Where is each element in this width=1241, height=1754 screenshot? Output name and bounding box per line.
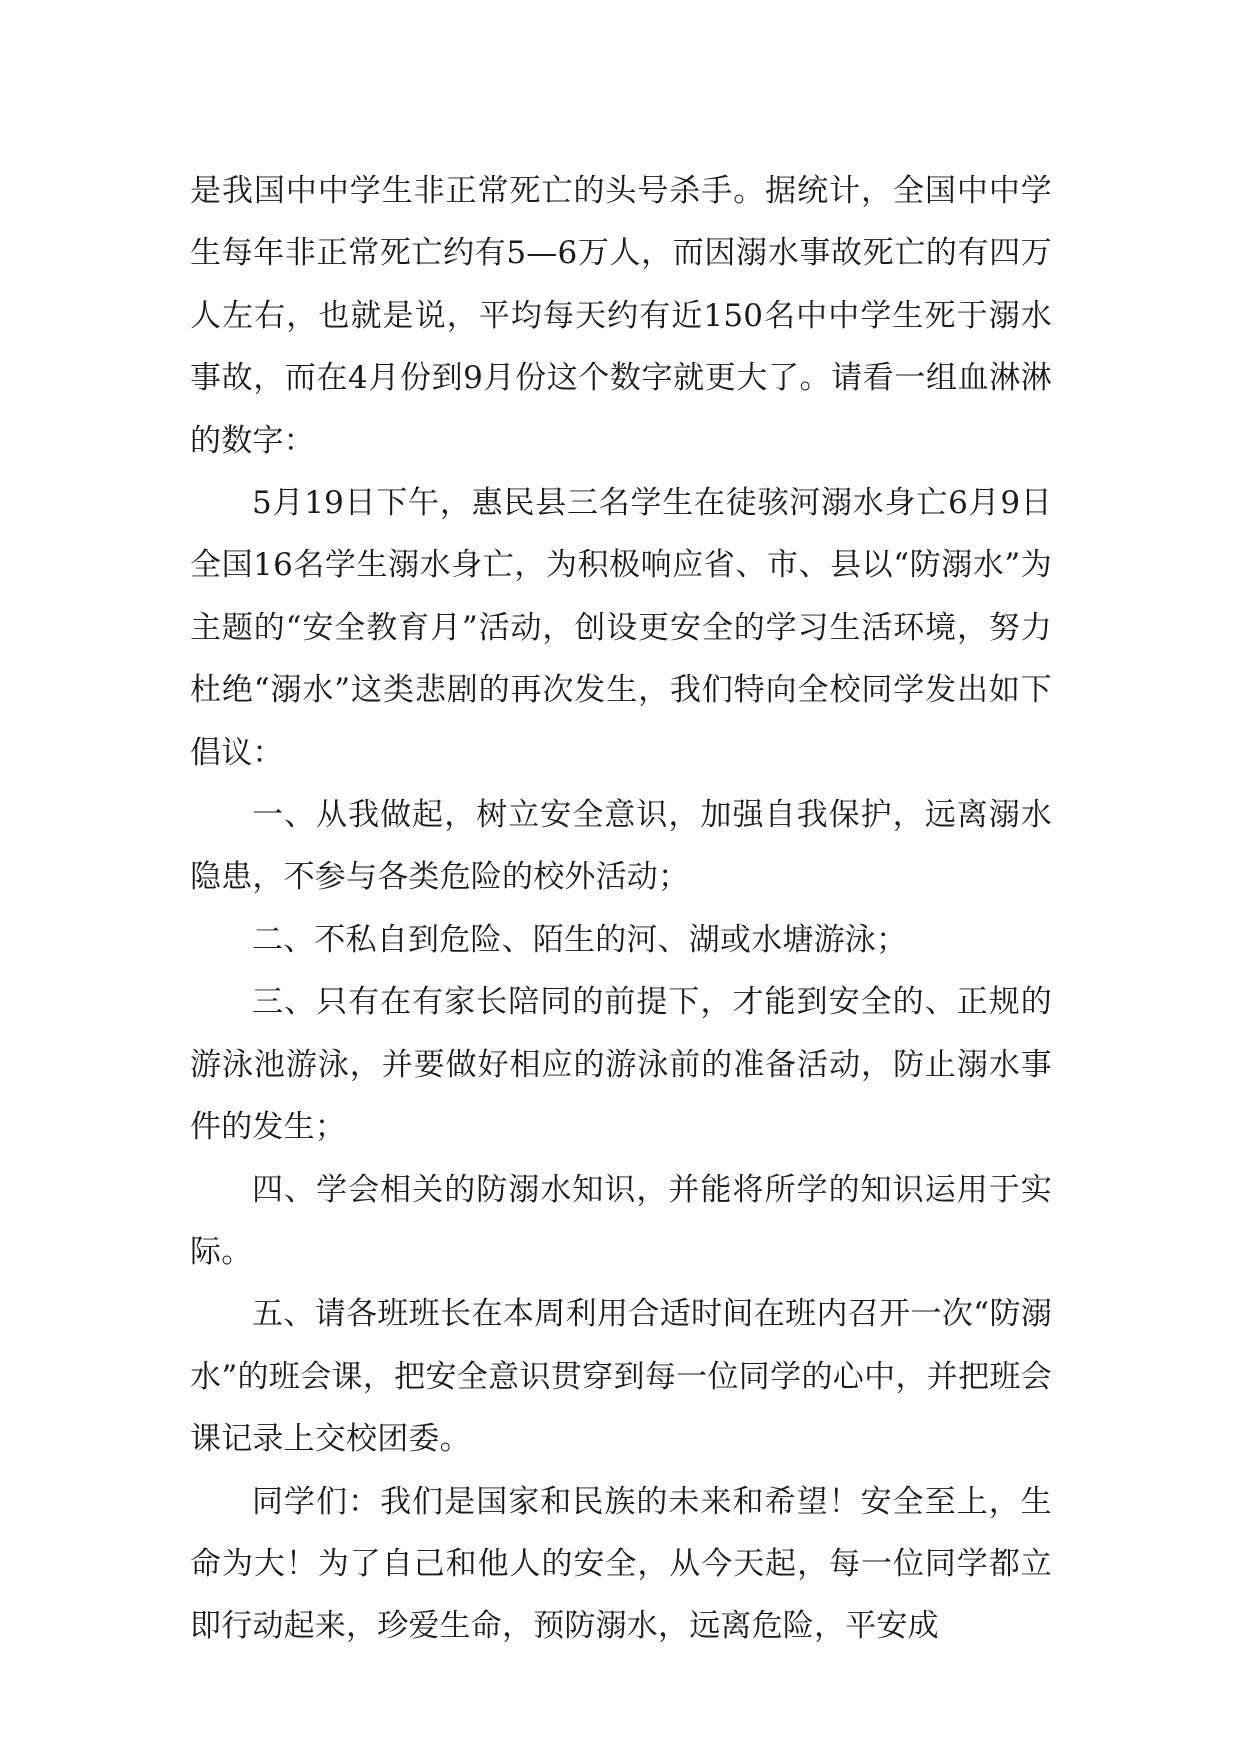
paragraph-item-2: 二、不私自到危险、陌生的河、湖或水塘游泳； (252, 921, 908, 958)
document-body (190, 160, 1052, 1658)
paragraph-statistics: 是我国中中学生非正常死亡的头号杀手。据统计，全国中中学生每年非正常死亡约有5—6万人，而因溺水事故死亡的有四万人左右，也就是说，平均每天约有近150名中中学生死于溺水事故，而在4月份到9月份这个数字就更大了。请看一组血淋淋的数字： (190, 173, 1052, 459)
paragraph-closing: 同学们：我们是国家和民族的未来和希望！安全至上，生命为大！为了自己和他人的安全，从今天起，每一位同学都立即行动起来，珍爱生命，预防溺水，远离危险，平安成 (190, 1483, 1052, 1645)
paragraph-incidents: 5月19日下午，惠民县三名学生在徒骇河溺水身亡6月9日全国16名学生溺水身亡，为积极响应省、市、县以“防溺水”为主题的“安全教育月”活动，创设更安全的学习生活环境，努力杜绝“溺水”这类悲剧的再次发生，我们特向全校同学发出如下倡议： (190, 485, 1052, 771)
paragraph-item-1: 一、从我做起，树立安全意识，加强自我保护，远离溺水隐患，不参与各类危险的校外活动； (190, 797, 1052, 896)
paragraph-item-4: 四、学会相关的防溺水知识，并能将所学的知识运用于实际。 (190, 1171, 1052, 1270)
paragraph-item-5: 五、请各班班长在本周利用合适时间在班内召开一次“防溺水”的班会课，把安全意识贯穿到每一位同学的心中，并把班会课记录上交校团委。 (190, 1296, 1052, 1458)
paragraph-item-3: 三、只有在有家长陪同的前提下，才能到安全的、正规的游泳池游泳，并要做好相应的游泳前的准备活动，防止溺水事件的发生； (190, 984, 1052, 1146)
